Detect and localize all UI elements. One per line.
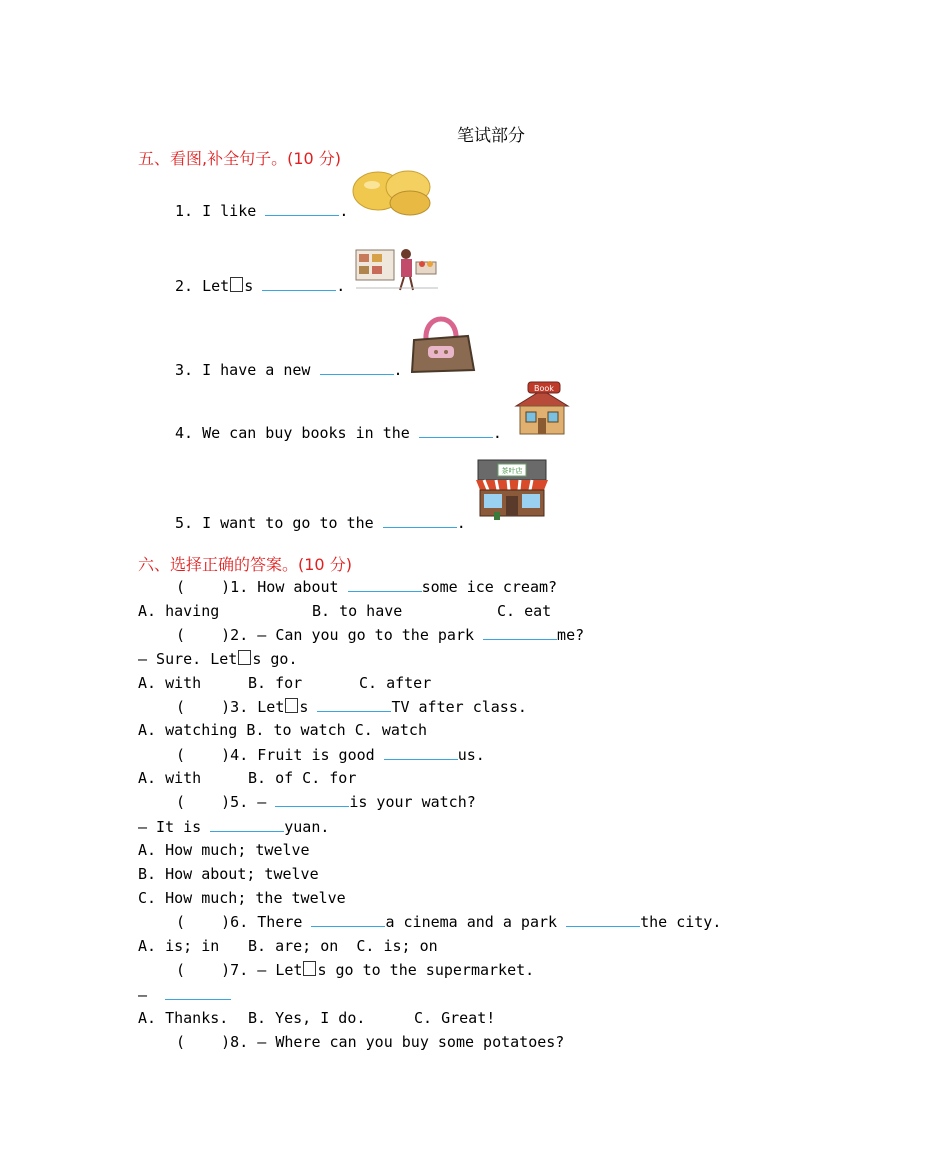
question-4: ( )4. Fruit is good us. (176, 746, 485, 764)
q6-option-a: A. is; in (138, 937, 220, 955)
q7-option-b: B. Yes, I do. (248, 1009, 366, 1027)
answer-blank[interactable] (311, 912, 385, 927)
question-6: ( )6. There a cinema and a park the city. (176, 913, 722, 931)
missing-char-box (285, 698, 298, 713)
teashop-image (472, 456, 552, 522)
answer-blank[interactable] (317, 697, 391, 712)
missing-char-box (238, 650, 251, 665)
answer-blank[interactable] (483, 625, 557, 640)
question-5: ( )5. — is your watch? (176, 793, 476, 811)
answer-blank[interactable] (275, 792, 349, 807)
section-five-heading: 五、看图,补全句子。(10 分) (138, 149, 342, 168)
q7-response: — (138, 985, 231, 1004)
q5-option-b: B. How about; twelve (138, 865, 319, 883)
item-5: 5. I want to go to the . (175, 514, 466, 532)
question-7: ( )7. — Let s go to the supermarket. (176, 961, 535, 979)
missing-char-box (303, 961, 316, 976)
q5-option-c: C. How much; the twelve (138, 889, 346, 907)
q2-response: — Sure. Let s go. (138, 650, 298, 668)
answer-blank[interactable] (210, 817, 284, 832)
q5-response: — It is yuan. (138, 818, 330, 836)
q1-option-a: A. having (138, 602, 220, 620)
missing-char-box (230, 277, 243, 292)
answer-blank[interactable] (566, 912, 640, 927)
answer-blank[interactable] (419, 423, 493, 438)
section-six-heading: 六、选择正确的答案。(10 分) (138, 555, 352, 574)
answer-blank[interactable] (265, 201, 339, 216)
question-8: ( )8. — Where can you buy some potatoes? (176, 1033, 565, 1051)
q2-option-c: C. after (359, 674, 432, 692)
item-3: 3. I have a new . (175, 361, 403, 379)
shopping-image (352, 244, 442, 294)
q6-options: B. are; on C. is; on (248, 937, 438, 955)
answer-blank[interactable] (383, 513, 457, 528)
q7-option-a: A. Thanks. (138, 1009, 229, 1027)
question-2: ( )2. — Can you go to the park me? (176, 626, 585, 644)
potatoes-image (350, 165, 435, 217)
q5-option-a: A. How much; twelve (138, 841, 310, 859)
question-3: ( )3. Let s TV after class. (176, 698, 527, 716)
answer-blank[interactable] (165, 985, 231, 1000)
question-1: ( )1. How about some ice cream? (176, 578, 558, 596)
page-title: 笔试部分 (457, 126, 525, 146)
q4-option-a: A. with (138, 769, 202, 787)
answer-blank[interactable] (320, 360, 394, 375)
answer-blank[interactable] (384, 745, 458, 760)
q7-option-c: C. Great! (414, 1009, 496, 1027)
item-1: 1. I like . (175, 202, 349, 220)
q3-options: A. watching B. to watch C. watch (138, 721, 427, 739)
teashop-sign: 茶叶店 (501, 467, 523, 475)
q4-options: B. of C. for (248, 769, 357, 787)
item-2: 2. Let s . (175, 277, 346, 295)
item-4: 4. We can buy books in the . (175, 424, 502, 442)
q2-option-a: A. with (138, 674, 202, 692)
answer-blank[interactable] (262, 276, 336, 291)
bookshop-sign: Book (534, 384, 554, 393)
bookshop-image (512, 380, 572, 438)
answer-blank[interactable] (348, 577, 422, 592)
bag-image (406, 306, 478, 378)
q1-option-b: B. to have (312, 602, 403, 620)
q2-option-b: B. for (248, 674, 303, 692)
q1-option-c: C. eat (497, 602, 552, 620)
